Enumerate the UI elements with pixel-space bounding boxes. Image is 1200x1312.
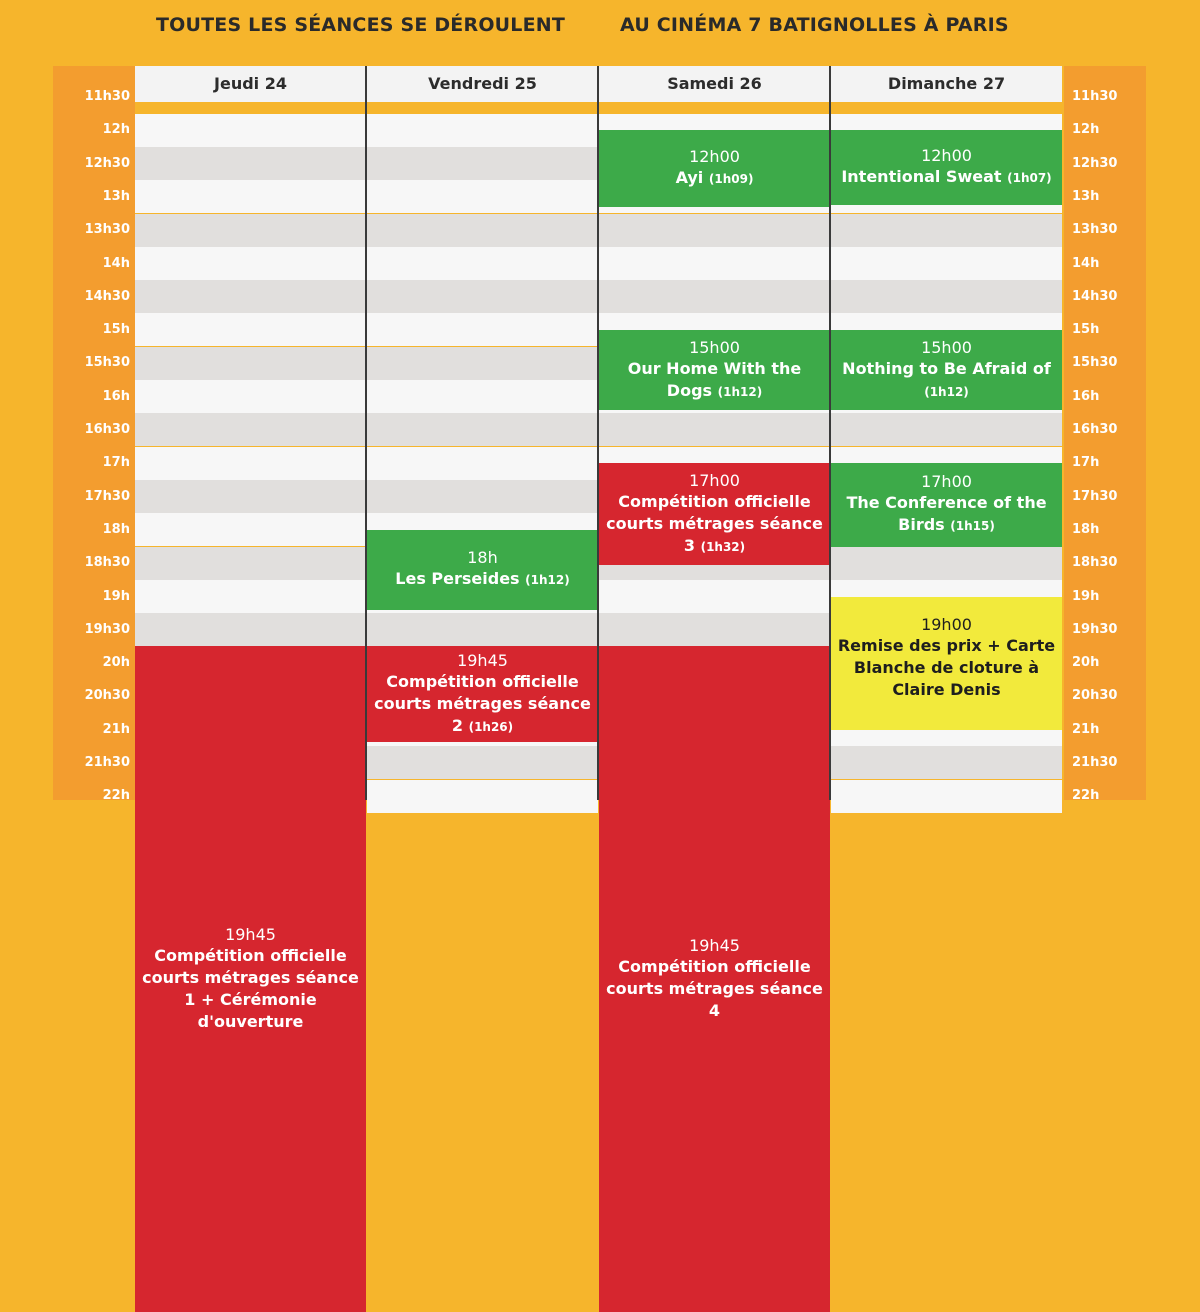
grid-row (135, 480, 366, 513)
screening-event[interactable] (367, 646, 598, 741)
day-header: Samedi 26 (599, 66, 830, 102)
event-duration: (1h12) (924, 384, 969, 399)
grid-row (135, 380, 366, 413)
screening-event[interactable] (599, 130, 830, 207)
grid-row (367, 114, 598, 147)
time-label: 16h30 (84, 422, 130, 437)
time-label: 11h30 (84, 89, 130, 104)
event-title-text: Remise des prix + Carte Blanche de cloture à Claire Denis (837, 635, 1056, 699)
time-label: 20h30 (84, 688, 130, 704)
grid-row (831, 780, 1062, 813)
time-label: 13h30 (1072, 222, 1118, 238)
time-label: 13h30 (84, 222, 130, 238)
event-title-text: Our Home With the Dogs (627, 358, 802, 400)
grid-row (135, 413, 366, 446)
screening-event[interactable] (599, 330, 830, 410)
day-column-vendredi (367, 66, 598, 800)
grid-row (135, 247, 366, 280)
grid-row (135, 280, 366, 313)
column-divider (365, 66, 367, 800)
time-label: 14h30 (1072, 288, 1118, 304)
grid-row (599, 280, 830, 313)
event-time: 17h00 (689, 470, 740, 490)
grid-row (135, 580, 366, 613)
day-header: Vendredi 25 (367, 66, 598, 102)
event-title (603, 358, 826, 403)
grid-row (599, 613, 830, 646)
time-label: 20h (1072, 655, 1100, 671)
time-label: 22h (1072, 788, 1100, 804)
grid-row (599, 580, 830, 613)
grid-row (135, 313, 366, 346)
grid-row (135, 547, 366, 580)
header-right-text: AU CINÉMA 7 BATIGNOLLES À PARIS (620, 14, 1009, 36)
time-label: 11h30 (1072, 89, 1118, 104)
event-duration: (1h12) (525, 573, 570, 588)
grid-row (367, 214, 598, 247)
time-label: 17h (102, 455, 130, 471)
grid-row (367, 313, 598, 346)
event-title-text: The Conference of the Birds (846, 493, 1047, 535)
event-time: 17h00 (921, 472, 972, 492)
event-time: 12h00 (689, 147, 740, 167)
grid-row (831, 413, 1062, 446)
grid-row (135, 147, 366, 180)
grid-row (599, 214, 830, 247)
grid-row (367, 613, 598, 646)
time-label: 15h30 (1072, 355, 1118, 371)
grid-row (599, 247, 830, 280)
grid-row (135, 214, 366, 247)
time-label: 18h (102, 521, 130, 537)
event-duration: (1h12) (717, 384, 763, 399)
grid-row (831, 746, 1062, 779)
event-duration: (1h15) (950, 519, 995, 534)
grid-row (367, 147, 598, 180)
event-time: 19h00 (921, 614, 972, 634)
grid-row (367, 480, 598, 513)
time-label: 16h (1072, 388, 1100, 404)
day-column-samedi (599, 66, 830, 1021)
time-label: 20h (102, 655, 130, 671)
event-title-text: Compétition officielle courts métrages séance 3 (606, 491, 823, 555)
time-label: 20h30 (1072, 688, 1118, 704)
grid-row (367, 780, 598, 813)
event-duration: (1h32) (700, 539, 746, 554)
screening-event[interactable] (599, 463, 830, 565)
event-title (841, 166, 1051, 189)
time-label: 18h30 (1072, 555, 1118, 571)
grid-row (367, 413, 598, 446)
time-label: 16h30 (1072, 422, 1118, 437)
time-label: 17h (1072, 455, 1100, 471)
grid-row (831, 280, 1062, 313)
time-label: 17h30 (84, 488, 130, 504)
event-time: 15h00 (689, 337, 740, 357)
day-column-dimanche (831, 66, 1062, 800)
grid-row (367, 280, 598, 313)
time-label: 22h (102, 788, 130, 804)
grid-row (135, 613, 366, 646)
screening-event[interactable] (831, 330, 1062, 410)
time-label: 15h (1072, 322, 1100, 338)
time-label: 19h (1072, 588, 1100, 604)
grid-row (135, 447, 366, 480)
time-label: 18h (1072, 521, 1100, 537)
time-label: 13h (102, 188, 130, 204)
time-label: 15h30 (84, 355, 130, 371)
event-title-text: Compétition officielle courts métrages séance 1 + Cérémonie d'ouverture (142, 946, 359, 1032)
day-header: Jeudi 24 (135, 66, 366, 102)
screening-event[interactable] (135, 646, 366, 1312)
time-label: 12h (102, 122, 130, 138)
time-column-right (1064, 66, 1146, 804)
event-time: 15h00 (921, 337, 972, 357)
time-label: 16h (102, 388, 130, 404)
event-title (676, 167, 754, 190)
event-title-text: Intentional Sweat (841, 166, 1002, 186)
event-title (371, 671, 594, 738)
grid-row (367, 746, 598, 779)
time-label: 18h30 (84, 555, 130, 571)
time-label: 12h (1072, 122, 1100, 138)
time-column-left (53, 66, 135, 804)
grid-row (367, 180, 598, 213)
day-column-jeudi (135, 66, 366, 1032)
grid-row (367, 380, 598, 413)
event-duration: (1h07) (1007, 170, 1052, 185)
event-title-text: Les Perseides (395, 569, 520, 589)
event-time: 12h00 (921, 145, 972, 165)
time-label: 21h (1072, 721, 1100, 737)
event-time: 19h45 (225, 925, 276, 945)
time-label: 19h30 (84, 621, 130, 637)
grid-row (831, 547, 1062, 580)
grid-row (831, 247, 1062, 280)
column-divider (597, 66, 599, 800)
grid-row (135, 347, 366, 380)
event-title (835, 635, 1058, 701)
grid-row (831, 214, 1062, 247)
time-label: 19h (102, 588, 130, 604)
screening-event[interactable] (599, 646, 830, 1312)
time-label: 14h30 (84, 288, 130, 304)
grid-row (135, 180, 366, 213)
time-label: 13h (1072, 188, 1100, 204)
event-duration: (1h09) (708, 172, 754, 187)
event-title-text: Compétition officielle courts métrages séance 4 (606, 957, 823, 1021)
event-title (835, 358, 1058, 403)
event-title-text: Ayi (675, 168, 704, 188)
screening-event[interactable] (831, 463, 1062, 546)
grid-row (367, 347, 598, 380)
screening-event[interactable] (831, 597, 1062, 730)
time-label: 12h30 (84, 155, 130, 171)
screening-event[interactable] (367, 530, 598, 610)
day-header: Dimanche 27 (831, 66, 1062, 102)
event-title (395, 568, 569, 591)
time-label: 12h30 (1072, 155, 1118, 171)
event-title (603, 956, 826, 1022)
grid-row (367, 247, 598, 280)
time-label: 21h30 (84, 755, 130, 770)
page-header (0, 0, 1200, 66)
time-label: 19h30 (1072, 621, 1118, 637)
event-title (835, 492, 1058, 537)
event-time: 18h (467, 548, 498, 568)
event-title-text: Nothing to Be Afraid of (842, 358, 1051, 378)
screening-event[interactable] (831, 130, 1062, 204)
time-label: 21h30 (1072, 755, 1118, 770)
time-label: 15h (102, 322, 130, 338)
time-label: 17h30 (1072, 488, 1118, 504)
column-divider (829, 66, 831, 800)
grid-row (135, 513, 366, 546)
event-time: 19h45 (457, 650, 508, 670)
time-label: 21h (102, 721, 130, 737)
event-duration: (1h26) (468, 719, 514, 734)
header-left-text: TOUTES LES SÉANCES SE DÉROULENT (156, 14, 566, 36)
time-label: 14h (102, 255, 130, 271)
event-title-text: Compétition officielle courts métrages séance 2 (374, 671, 591, 735)
grid-row (599, 413, 830, 446)
grid-row (367, 447, 598, 480)
event-title (603, 491, 826, 558)
event-title (139, 945, 362, 1033)
event-time: 19h45 (689, 936, 740, 956)
grid-row (135, 114, 366, 147)
time-label: 14h (1072, 255, 1100, 271)
